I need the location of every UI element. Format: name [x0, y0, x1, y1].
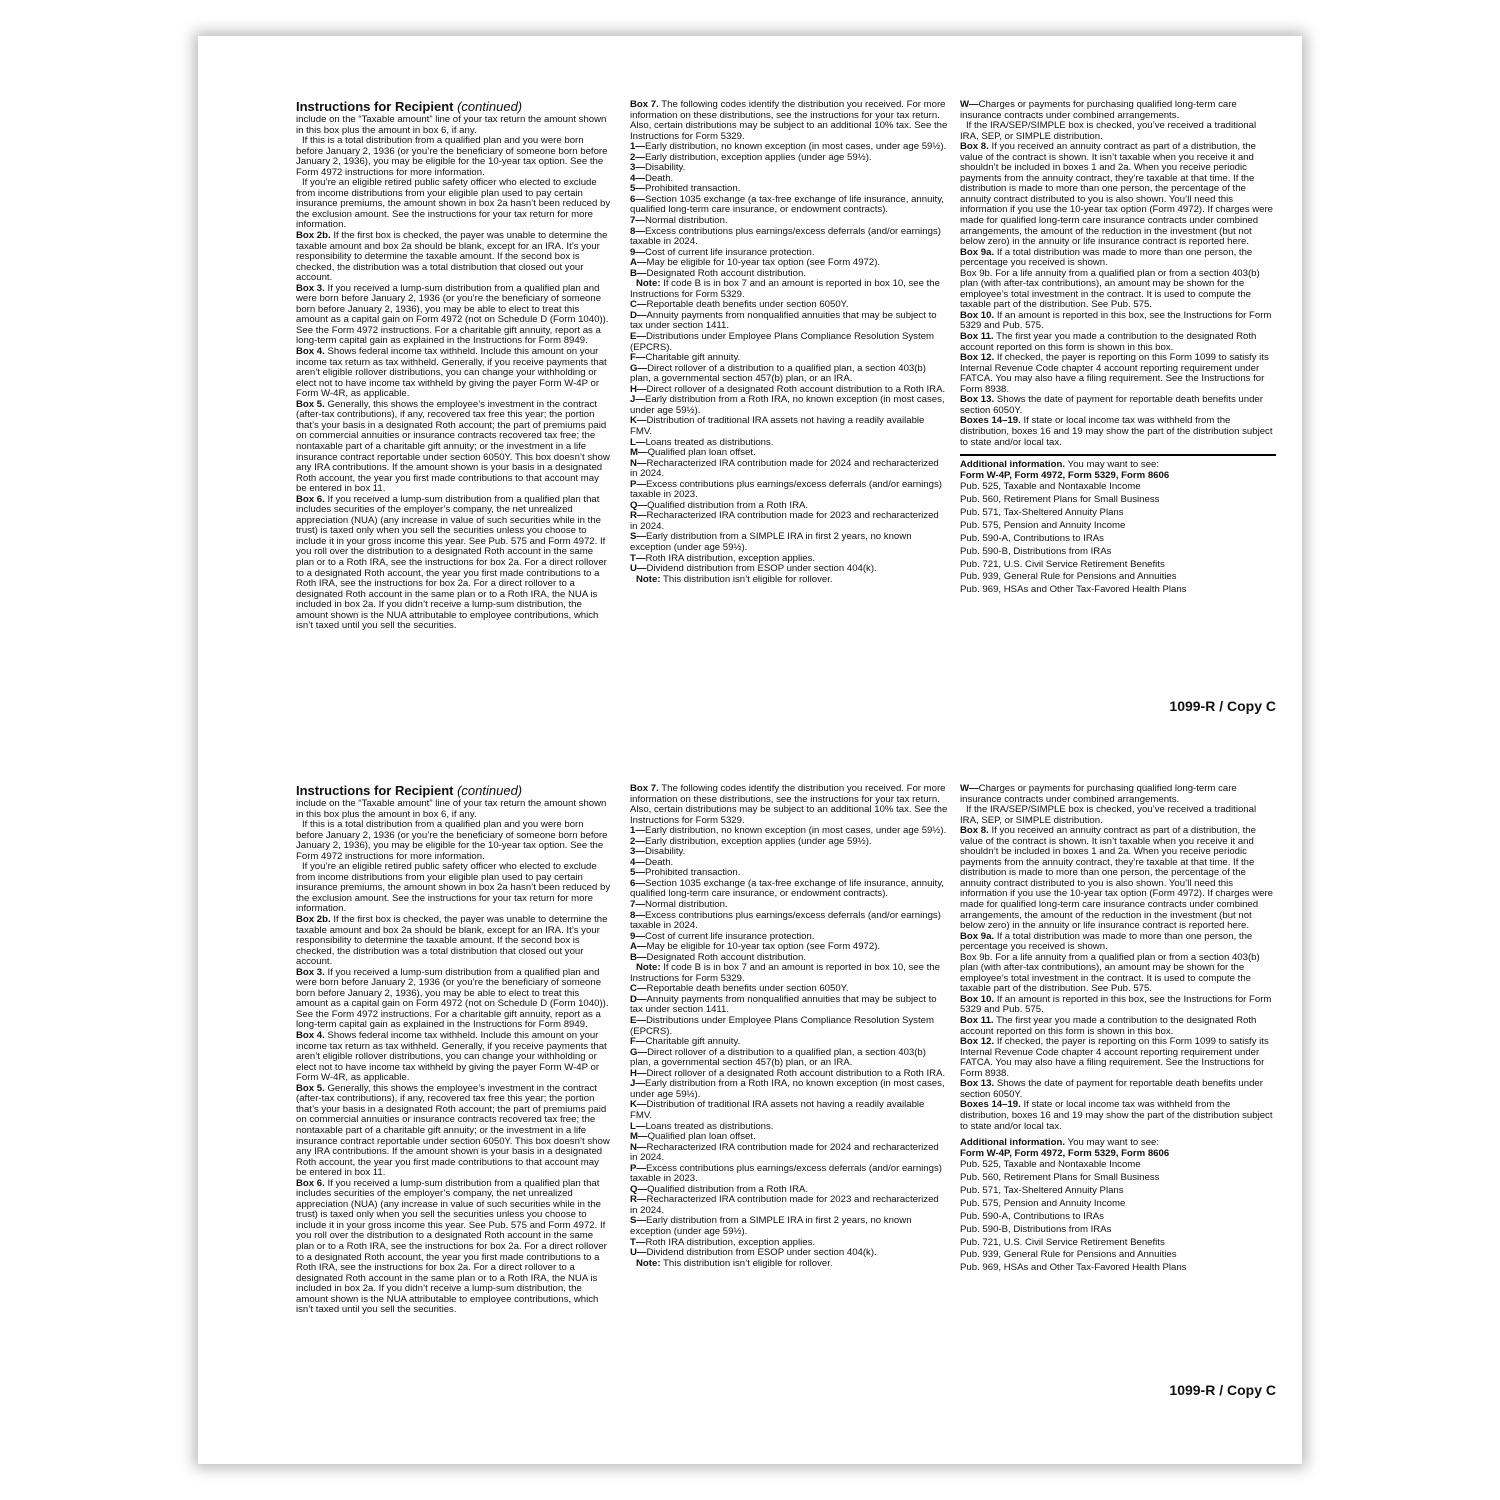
instruction-paragraph — [296, 799, 612, 820]
column-1-paragraphs — [296, 799, 612, 1316]
paragraph-text: May be eligible for 10-year tax option (see Form 4972). — [646, 257, 881, 269]
paragraph-label: W— — [960, 99, 979, 110]
paragraph-label: S— — [630, 1215, 646, 1227]
forms-list: Form W-4P, Form 4972, Form 5329, Form 8606 — [960, 469, 1170, 481]
paragraph-text: If an amount is reported in this box, see the Instructions for Form 5329 and Pub. 575. — [960, 993, 1272, 1016]
paragraph-text: If the first box is checked, the payer was unable to determine the taxable amount and box 2a should be blank, except for an IRA. It’s your responsibility to determine the taxable amount. If the second box is checked, the distribution was a total distribution that closed out your account. — [296, 230, 608, 284]
paragraph-label: G— — [630, 362, 648, 374]
paragraph-text: The first year you made a contribution to the designated Roth account reported on this form is shown in this box. — [960, 1015, 1257, 1037]
paragraph-label: 9— — [630, 930, 645, 942]
paragraph-text: Early distribution, exception applies (under age 59½). — [644, 151, 872, 163]
paragraph-label: Box 13. — [960, 1078, 995, 1090]
paragraph-label: 7— — [630, 215, 645, 227]
instruction-paragraph — [960, 416, 1276, 448]
paragraph-label: E— — [630, 331, 646, 343]
paragraph-text: Recharacterized IRA contribution made for 2023 and recharacterized in 2024. — [630, 1194, 939, 1216]
instruction-paragraph — [960, 805, 1276, 826]
paragraph-text: Qualified distribution from a Roth IRA. — [647, 499, 809, 511]
paragraph-label: M— — [630, 1131, 648, 1143]
instruction-paragraph — [960, 995, 1276, 1016]
paragraph-label: 2— — [630, 151, 645, 163]
paragraph-label: Box 10. — [960, 309, 995, 321]
paragraph-text: include on the “Taxable amount” line of your tax return the amount shown in this box plus the amount in box 6, if any. — [296, 798, 607, 820]
paragraph-label: 4— — [630, 856, 645, 868]
paragraph-label: Note: — [636, 1257, 661, 1269]
column-3 — [960, 100, 1276, 597]
paragraph-text: Designated Roth account distribution. — [646, 267, 806, 279]
paragraph-label: 5— — [630, 867, 645, 879]
paragraph-label: B— — [630, 267, 647, 279]
paragraph-text: If checked, the payer is reporting on this Form 1099 to satisfy its Internal Revenue Code chapter 4 account reporting requirement under FATCA. You may also have a filing requirement. See the Instructions for Form 8938. — [960, 352, 1269, 395]
paragraph-label: Box 13. — [960, 394, 995, 406]
paragraph-text: Direct rollover of a distribution to a qualified plan, a section 403(b) plan, a governmental section 457(b) plan, or an IRA. — [630, 1046, 926, 1069]
paragraph-label: 6— — [630, 193, 645, 205]
instruction-paragraph — [630, 911, 948, 932]
paragraph-text: Charges or payments for purchasing qualified long-term care insurance contracts under combined arrangements. — [960, 783, 1237, 805]
paragraph-label: Box 9a. — [960, 930, 995, 942]
instruction-paragraph — [630, 332, 948, 353]
paragraph-text: Early distribution, exception applies (under age 59½). — [644, 835, 872, 847]
paragraph-text: Shows federal income tax withheld. Include this amount on your income tax return as tax withheld. Generally, if you receive payments that aren’t eligible rollover distributions, you can change your withholding or elect not to have income tax withheld by giving the payer Form W-4P or Form W-4R, as applicable. — [296, 346, 607, 400]
instruction-paragraph — [630, 1100, 948, 1121]
paragraph-text: Reportable death benefits under section 6050Y. — [646, 299, 849, 311]
paragraph-label: T— — [630, 552, 646, 564]
publication-item: Pub. 575, Pension and Annuity Income — [960, 1197, 1126, 1209]
instruction-paragraph — [960, 395, 1276, 416]
paragraph-text: Early distribution from a SIMPLE IRA in first 2 years, no known exception (under age 59½). — [630, 531, 912, 553]
paragraph-text: Early distribution from a Roth IRA, no known exception (in most cases, under age 59½). — [630, 1078, 945, 1100]
instruction-paragraph — [960, 332, 1276, 353]
paragraph-text: Early distribution from a SIMPLE IRA in first 2 years, no known exception (under age 59½). — [630, 1215, 912, 1237]
paragraph-label: A— — [630, 941, 647, 953]
paragraph-label: 5— — [630, 183, 645, 195]
paragraph-label: Box 5. — [296, 1082, 325, 1094]
paragraph-label: C— — [630, 983, 647, 995]
paragraph-label: Box 10. — [960, 993, 995, 1005]
paragraph-label: P— — [630, 478, 646, 490]
additional-information — [960, 460, 1276, 597]
instruction-paragraph — [630, 879, 948, 900]
paragraph-text: This distribution isn’t eligible for rollover. — [663, 1257, 833, 1269]
paragraph-text: If you’re an eligible retired public safety officer who elected to exclude from income distributions from your eligible plan used to pay certain insurance premiums, the amount shown in box 2a hasn’t been reduced by the exclusion amount. See the instructions for your tax return for more information. — [296, 177, 611, 231]
paragraph-label: 8— — [630, 225, 645, 237]
paragraph-label: P— — [630, 1162, 646, 1174]
publication-item: Pub. 525, Taxable and Nontaxable Income — [960, 481, 1141, 493]
paragraph-text: Charges or payments for purchasing qualified long-term care insurance contracts under combined arrangements. — [960, 99, 1237, 121]
instruction-paragraph — [960, 1079, 1276, 1100]
instruction-paragraph — [296, 820, 612, 862]
publication-item: Pub. 590-B, Distributions from IRAs — [960, 545, 1112, 557]
instruction-paragraph — [296, 1179, 612, 1316]
paragraph-text: If you received an annuity contract as part of a distribution, the value of the contract is shown. It isn’t taxable when you receive it and shouldn’t be included in boxes 1 and 2a. When you receive periodic payments from the annuity contract, they’re taxable at that time. If the distribution is made to more than one person, the percentage of the annuity contract distributed to you is also shown. You’ll need this information if you use the 10-year tax option (Form 4972). If charges were made for qualified long-term care insurance contracts under combined arrangements, the amount of the reduction in the investment (but not below zero) in the annuity or life insurance contract is reported here. — [960, 141, 1274, 248]
paragraph-label: 4— — [630, 172, 645, 184]
publication-item: Pub. 969, HSAs and Other Tax-Favored Health Plans — [960, 584, 1187, 596]
paragraph-text: This distribution isn’t eligible for rollover. — [663, 573, 833, 585]
paragraph-text: If state or local income tax was withheld from the distribution, boxes 16 and 19 may show the part of the distribution subject to state and/or local tax. — [960, 1099, 1273, 1132]
instruction-paragraph — [296, 862, 612, 915]
paragraph-label: Box 11. — [960, 1015, 994, 1027]
publications-list — [960, 1159, 1276, 1275]
column-2 — [630, 784, 948, 1269]
column-1 — [296, 100, 612, 632]
paragraph-label: F— — [630, 352, 646, 364]
instruction-paragraph — [630, 311, 948, 332]
instruction-paragraph — [960, 826, 1276, 931]
paragraph-label: E— — [630, 1015, 646, 1027]
paragraph-text: Charitable gift annuity. — [645, 352, 741, 364]
paragraph-label: D— — [630, 309, 647, 321]
paragraph-text: Qualified plan loan offset. — [647, 1131, 756, 1143]
instruction-paragraph — [630, 395, 948, 416]
paragraph-text: If a total distribution was made to more than one person, the percentage you received is shown. — [960, 930, 1253, 953]
paragraph-label: R— — [630, 510, 647, 522]
instruction-paragraph — [960, 932, 1276, 953]
paragraph-label: 9— — [630, 246, 645, 258]
form-sheet — [198, 36, 1302, 1464]
paragraph-label: 1— — [630, 825, 645, 837]
paragraph-text: If the IRA/SEP/SIMPLE box is checked, you’ve received a traditional IRA, SEP, or SIMPLE distribution. — [960, 120, 1257, 142]
paragraph-text: Annuity payments from nonqualified annuities that may be subject to tax under section 1411. — [630, 993, 937, 1016]
paragraph-label: C— — [630, 299, 647, 311]
paragraph-text: Shows federal income tax withheld. Include this amount on your income tax return as tax withheld. Generally, if you receive payments that aren’t eligible rollover distributions, you can change your withholding or elect not to have income tax withheld by giving the payer Form W-4P or Form W-4R, as applicable. — [296, 1030, 607, 1084]
paragraph-label: Box 2b. — [296, 914, 331, 926]
publication-item: Pub. 939, General Rule for Pensions and Annuities — [960, 571, 1177, 583]
paragraph-text: If you received a lump-sum distribution from a qualified plan that includes securities of the employer’s company, the net unrealized appreciation (NUA) (any increase in value of such securities while in the trust) is taxed only when you sell the securities unless you choose to include it in your gross income this year. See Pub. 575 and Form 4972. If you roll over the distribution to a designated Roth account in the same plan or to a Roth IRA, see the instructions for box 2a. For a direct rollover to a designated Roth account, the year you first made contributions to a Roth IRA, see the instructions for box 2a. For a direct rollover to a designated Roth account in the same plan or to a Roth IRA, the NUA is included in box 2a. If you didn’t receive a lump-sum distribution, the amount shown is the NUA attributable to employee contributions, which isn’t taxed until you sell the securities. — [296, 1177, 607, 1316]
paragraph-text: Excess contributions plus earnings/excess deferrals (and/or earnings) taxable in 2024. — [630, 909, 941, 932]
instruction-paragraph — [630, 1259, 948, 1270]
instruction-paragraph — [960, 1100, 1276, 1132]
paragraph-label: Box 9a. — [960, 246, 995, 258]
instruction-paragraph — [630, 279, 948, 300]
paragraph-label: Q— — [630, 499, 648, 511]
paragraph-text: May be eligible for 10-year tax option (see Form 4972). — [646, 941, 881, 953]
paragraph-text: Generally, this shows the employee’s investment in the contract (after-tax contributions), if any, recovered tax free this year; the portion that’s your basis in a designated Roth account; the part of premiums paid on commercial annuities or insurance contracts recovered tax free; the nontaxable part of a charitable gift annuity; or the investment in a life insurance contract reportable under section 6050Y. This box doesn’t show any IRA contributions. If the amount shown is your basis in a designated Roth account, the year you first made contributions to that account may be entered in box 11. — [296, 1082, 610, 1179]
paragraph-text: If this is a total distribution from a qualified plan and you were born before January 2, 1936 (or you’re the beneficiary of someone born before January 2, 1936), you may be eligible for the 10-year tax option. See the Form 4972 instructions for more information. — [296, 819, 608, 862]
paragraph-text: Prohibited transaction. — [644, 183, 741, 195]
paragraph-text: Roth IRA distribution, exception applies. — [645, 1236, 816, 1248]
paragraph-text: Early distribution from a Roth IRA, no known exception (in most cases, under age 59½). — [630, 394, 945, 416]
instruction-paragraph — [630, 784, 948, 826]
publication-item: Pub. 560, Retirement Plans for Small Business — [960, 1172, 1160, 1184]
paragraph-text: Qualified plan loan offset. — [647, 447, 756, 459]
instruction-paragraph — [296, 1084, 612, 1179]
paragraph-label: S— — [630, 531, 646, 543]
paragraph-label: H— — [630, 1067, 647, 1079]
paragraph-text: If you received a lump-sum distribution from a qualified plan that includes securities of the employer’s company, the net unrealized appreciation (NUA) (any increase in value of such securities while in the trust) is taxed only when you sell the securities unless you choose to include it in your gross income this year. See Pub. 575 and Form 4972. If you roll over the distribution to a designated Roth account in the same plan or to a Roth IRA, see the instructions for box 2a. For a direct rollover to a designated Roth account, the year you first made contributions to a Roth IRA, see the instructions for box 2a. For a direct rollover to a designated Roth account in the same plan or to a Roth IRA, the NUA is included in box 2a. If you didn’t receive a lump-sum distribution, the amount shown is the NUA attributable to employee contributions, which isn’t taxed until you sell the securities. — [296, 493, 607, 632]
paragraph-label: F— — [630, 1036, 646, 1048]
paragraph-text: Shows the date of payment for reportable death benefits under section 6050Y. — [960, 394, 1263, 416]
column-1-paragraphs — [296, 115, 612, 632]
paragraph-label: B— — [630, 951, 647, 963]
column-2-paragraphs — [630, 100, 948, 585]
instruction-paragraph — [630, 532, 948, 553]
instruction-paragraph — [296, 1031, 612, 1084]
paragraph-label: Box 11. — [960, 331, 994, 343]
paragraph-label: 2— — [630, 835, 645, 847]
publication-item: Pub. 571, Tax-Sheltered Annuity Plans — [960, 1184, 1124, 1196]
paragraph-text: Shows the date of payment for reportable death benefits under section 6050Y. — [960, 1078, 1263, 1100]
paragraph-text: Section 1035 exchange (a tax-free exchange of life insurance, annuity, qualified long-term care insurance, or endowment contracts). — [630, 877, 944, 900]
column-3-paragraphs — [960, 784, 1276, 1132]
paragraph-label: N— — [630, 1141, 647, 1153]
copy-label: 1099-R / Copy C — [1169, 1382, 1276, 1398]
copy-top — [296, 100, 1276, 730]
paragraph-text: If an amount is reported in this box, see the Instructions for Form 5329 and Pub. 575. — [960, 309, 1272, 332]
paragraph-label: Box 8. — [960, 141, 989, 153]
additional-information — [960, 1138, 1276, 1275]
instruction-paragraph — [960, 1016, 1276, 1037]
paragraph-text: Charitable gift annuity. — [645, 1036, 741, 1048]
paragraph-text: Early distribution, no known exception (in most cases, under age 59½). — [644, 825, 947, 837]
paragraph-label: 8— — [630, 909, 645, 921]
instruction-paragraph — [630, 1048, 948, 1069]
paragraph-text: The first year you made a contribution to the designated Roth account reported on this form is shown in this box. — [960, 331, 1257, 353]
paragraph-label: K— — [630, 415, 647, 427]
paragraph-label: D— — [630, 993, 647, 1005]
instruction-paragraph — [630, 480, 948, 501]
instruction-paragraph — [296, 178, 612, 231]
instruction-paragraph — [630, 1079, 948, 1100]
instruction-paragraph — [630, 995, 948, 1016]
paragraph-text: If you received a lump-sum distribution from a qualified plan and were born before January 2, 1936 (or you’re the beneficiary of someone born before January 2, 1936), you may be able to elect to treat this amount as a capital gain on Form 4972 (not on Schedule D (Form 1040)). See the Form 4972 instructions. For a charitable gift annuity, report as a long-term capital gain as explained in the Instructions for Form 8949. — [296, 966, 609, 1031]
paragraph-label: M— — [630, 447, 648, 459]
column-3 — [960, 784, 1276, 1275]
paragraph-text: Prohibited transaction. — [644, 867, 741, 879]
paragraph-label: A— — [630, 257, 647, 269]
paragraph-label: K— — [630, 1099, 647, 1111]
paragraph-label: Box 6. — [296, 1177, 325, 1189]
paragraph-label: Box 6. — [296, 493, 325, 505]
instruction-paragraph — [630, 963, 948, 984]
instruction-paragraph — [960, 269, 1276, 311]
paragraph-text: Normal distribution. — [644, 899, 728, 911]
instruction-paragraph — [296, 115, 612, 136]
instruction-paragraph — [960, 100, 1276, 121]
paragraph-text: Direct rollover of a distribution to a qualified plan, a section 403(b) plan, a governmental section 457(b) plan, or an IRA. — [630, 362, 926, 385]
paragraph-text: Recharacterized IRA contribution made for 2023 and recharacterized in 2024. — [630, 510, 939, 532]
paragraph-text: Disability. — [644, 162, 686, 174]
column-1 — [296, 784, 612, 1316]
paragraph-text: Normal distribution. — [644, 215, 728, 227]
instruction-paragraph — [630, 847, 948, 858]
publication-item: Pub. 575, Pension and Annuity Income — [960, 519, 1126, 531]
paragraph-label: L— — [630, 1120, 646, 1132]
additional-info-heading: Additional information. You may want to see: — [960, 1137, 1160, 1149]
paragraph-text: Section 1035 exchange (a tax-free exchange of life insurance, annuity, qualified long-term care insurance, or endowment contracts). — [630, 193, 944, 216]
paragraph-text: Death. — [644, 172, 674, 184]
paragraph-text: The following codes identify the distribution you received. For more information on these distributions, see the instructions for your tax return. Also, certain distributions may be subject to an additional 10% tax. See the Instructions for Form 5329. — [630, 783, 948, 826]
paragraph-label: Box 8. — [960, 825, 989, 837]
paragraph-text: If the IRA/SEP/SIMPLE box is checked, you’ve received a traditional IRA, SEP, or SIMPLE distribution. — [960, 804, 1257, 826]
paragraph-text: Qualified distribution from a Roth IRA. — [647, 1183, 809, 1195]
paragraph-text: Dividend distribution from ESOP under section 404(k). — [646, 1247, 877, 1259]
instruction-paragraph — [296, 347, 612, 400]
publication-item: Pub. 721, U.S. Civil Service Retirement Benefits — [960, 1236, 1165, 1248]
instruction-paragraph — [960, 1037, 1276, 1079]
forms-list: Form W-4P, Form 4972, Form 5329, Form 8606 — [960, 1147, 1170, 1159]
instruction-paragraph — [960, 784, 1276, 805]
publication-item: Pub. 590-A, Contributions to IRAs — [960, 1210, 1104, 1222]
publication-item: Pub. 969, HSAs and Other Tax-Favored Health Plans — [960, 1262, 1187, 1274]
paragraph-label: Box 7. — [630, 783, 659, 794]
publication-item: Pub. 560, Retirement Plans for Small Business — [960, 494, 1160, 506]
publications-list — [960, 481, 1276, 597]
publication-item: Pub. 590-A, Contributions to IRAs — [960, 532, 1104, 544]
paragraph-label: 1— — [630, 141, 645, 153]
paragraph-label: 6— — [630, 877, 645, 889]
paragraph-text: If you’re an eligible retired public safety officer who elected to exclude from income distributions from your eligible plan used to pay certain insurance premiums, the amount shown in box 2a hasn’t been reduced by the exclusion amount. See the instructions for your tax return for more information. — [296, 861, 611, 915]
paragraph-text: Distributions under Employee Plans Compliance Resolution System (EPCRS). — [630, 331, 934, 353]
instruction-paragraph — [960, 248, 1276, 269]
paragraph-text: Recharacterized IRA contribution made for 2024 and recharacterized in 2024. — [630, 1141, 939, 1164]
copy-bottom — [296, 784, 1276, 1414]
publication-item: Pub. 939, General Rule for Pensions and Annuities — [960, 1249, 1177, 1261]
paragraph-text: Reportable death benefits under section 6050Y. — [646, 983, 849, 995]
paragraph-text: Cost of current life insurance protection. — [644, 930, 815, 942]
paragraph-label: W— — [960, 783, 979, 794]
paragraph-text: Distribution of traditional IRA assets not having a readily available FMV. — [630, 1099, 925, 1121]
instruction-paragraph — [630, 227, 948, 248]
paragraph-label: J— — [630, 394, 645, 406]
paragraph-text: Recharacterized IRA contribution made for 2024 and recharacterized in 2024. — [630, 457, 939, 480]
paragraph-label: Box 12. — [960, 352, 995, 364]
paragraph-text: include on the “Taxable amount” line of your tax return the amount shown in this box plus the amount in box 6, if any. — [296, 114, 607, 136]
instruction-paragraph — [296, 231, 612, 284]
instructions-title: Instructions for Recipient (continued) — [296, 783, 523, 798]
publication-item: Pub. 571, Tax-Sheltered Annuity Plans — [960, 506, 1124, 518]
paragraph-text: If you received an annuity contract as part of a distribution, the value of the contract is shown. It isn’t taxable when you receive it and shouldn’t be included in boxes 1 and 2a. When you receive periodic payments from the annuity contract, they’re taxable at that time. If the distribution is made to more than one person, the percentage of the annuity contract distributed to you is also shown. You’ll need this information if you use the 10-year tax option (Form 4972). If charges were made for qualified long-term care insurance contracts under combined arrangements, the amount of the reduction in the investment (but not below zero) in the annuity or life insurance contract is reported here. — [960, 825, 1274, 932]
instruction-paragraph — [296, 915, 612, 968]
instruction-paragraph — [630, 575, 948, 586]
instruction-paragraph — [630, 511, 948, 532]
paragraph-label: R— — [630, 1194, 647, 1206]
paragraph-label: 3— — [630, 162, 645, 174]
paragraph-text: Box 9b. For a life annuity from a qualified plan or from a section 403(b) plan (with after-tax contributions), an amount may be shown for the employee’s total investment in the contract. It is used to compute the taxable part of the distribution. See Pub. 575. — [960, 951, 1260, 995]
instruction-paragraph — [630, 1216, 948, 1237]
paragraph-text: Loans treated as distributions. — [645, 1120, 774, 1132]
paragraph-text: Generally, this shows the employee’s investment in the contract (after-tax contributions), if any, recovered tax free this year; the portion that’s your basis in a designated Roth account; the part of premiums paid on commercial annuities or insurance contracts recovered tax free; the nontaxable part of a charitable gift annuity; or the investment in a life insurance contract reportable under section 6050Y. This box doesn’t show any IRA contributions. If the amount shown is your basis in a designated Roth account, the year you first made contributions to that account may be entered in box 11. — [296, 398, 610, 495]
paragraph-text: If code B is in box 7 and an amount is reported in box 10, see the Instructions for Form 5329. — [630, 962, 940, 984]
paragraph-text: Excess contributions plus earnings/excess deferrals (and/or earnings) taxable in 2023. — [630, 478, 942, 501]
paragraph-label: N— — [630, 457, 647, 469]
instruction-paragraph — [960, 311, 1276, 332]
instruction-paragraph — [630, 163, 948, 174]
paragraph-label: 3— — [630, 846, 645, 858]
paragraph-label: J— — [630, 1078, 645, 1090]
additional-info-heading: Additional information. You may want to see: — [960, 459, 1160, 471]
paragraph-label: 7— — [630, 899, 645, 911]
instruction-paragraph — [630, 1016, 948, 1037]
column-2 — [630, 100, 948, 585]
paragraph-text: Designated Roth account distribution. — [646, 951, 806, 963]
column-3-paragraphs — [960, 100, 1276, 448]
paragraph-label: Box 3. — [296, 282, 325, 294]
paragraph-text: If the first box is checked, the payer was unable to determine the taxable amount and box 2a should be blank, except for an IRA. It’s your responsibility to determine the taxable amount. If the second box is checked, the distribution was a total distribution that closed out your account. — [296, 914, 608, 968]
paragraph-text: If a total distribution was made to more than one person, the percentage you received is shown. — [960, 246, 1253, 269]
paragraph-label: Box 2b. — [296, 230, 331, 242]
paragraph-text: Cost of current life insurance protection. — [644, 246, 815, 258]
paragraph-label: T— — [630, 1236, 646, 1248]
paragraph-text: If checked, the payer is reporting on this Form 1099 to satisfy its Internal Revenue Code chapter 4 account reporting requirement under FATCA. You may also have a filing requirement. See the Instructions for Form 8938. — [960, 1036, 1269, 1079]
paragraph-label: Box 12. — [960, 1036, 995, 1048]
paragraph-text: Annuity payments from nonqualified annuities that may be subject to tax under section 1411. — [630, 309, 937, 332]
instruction-paragraph — [630, 1164, 948, 1185]
paragraph-text: Distributions under Employee Plans Compliance Resolution System (EPCRS). — [630, 1015, 934, 1037]
paragraph-label: Note: — [636, 573, 661, 585]
paragraph-label: U— — [630, 1247, 647, 1259]
paragraph-label: Note: — [636, 278, 661, 290]
instructions-title: Instructions for Recipient (continued) — [296, 99, 523, 114]
instruction-paragraph — [296, 968, 612, 1031]
instruction-paragraph — [960, 953, 1276, 995]
paragraph-label: Boxes 14–19. — [960, 1099, 1021, 1111]
paragraph-label: Note: — [636, 962, 661, 974]
instruction-paragraph — [296, 284, 612, 347]
paragraph-label: G— — [630, 1046, 648, 1058]
paragraph-text: The following codes identify the distribution you received. For more information on these distributions, see the instructions for your tax return. Also, certain distributions may be subject to an additional 10% tax. See the Instructions for Form 5329. — [630, 99, 948, 142]
paragraph-text: Excess contributions plus earnings/excess deferrals (and/or earnings) taxable in 2023. — [630, 1162, 942, 1185]
instruction-paragraph — [630, 1143, 948, 1164]
instruction-paragraph — [630, 459, 948, 480]
instruction-paragraph — [960, 121, 1276, 142]
paragraph-text: Box 9b. For a life annuity from a qualified plan or from a section 403(b) plan (with after-tax contributions), an amount may be shown for the employee’s total investment in the contract. It is used to compute the taxable part of the distribution. See Pub. 575. — [960, 267, 1260, 311]
paragraph-text: Early distribution, no known exception (in most cases, under age 59½). — [644, 141, 947, 153]
paragraph-text: Excess contributions plus earnings/excess deferrals (and/or earnings) taxable in 2024. — [630, 225, 941, 248]
instruction-paragraph — [296, 400, 612, 495]
section-divider — [960, 454, 1276, 456]
instruction-paragraph — [296, 495, 612, 632]
paragraph-label: Box 5. — [296, 398, 325, 410]
paragraph-text: Direct rollover of a designated Roth account distribution to a Roth IRA. — [646, 383, 946, 395]
publication-item: Pub. 590-B, Distributions from IRAs — [960, 1223, 1112, 1235]
paragraph-text: Roth IRA distribution, exception applies. — [645, 552, 816, 564]
instruction-paragraph — [630, 100, 948, 142]
paragraph-text: Disability. — [644, 846, 686, 858]
paragraph-label: H— — [630, 383, 647, 395]
column-2-paragraphs — [630, 784, 948, 1269]
paragraph-text: Distribution of traditional IRA assets not having a readily available FMV. — [630, 415, 925, 437]
paragraph-label: Boxes 14–19. — [960, 415, 1021, 427]
paragraph-text: Loans treated as distributions. — [645, 436, 774, 448]
paragraph-text: If state or local income tax was withheld from the distribution, boxes 16 and 19 may show the part of the distribution subject to state and/or local tax. — [960, 415, 1273, 448]
publication-item: Pub. 721, U.S. Civil Service Retirement Benefits — [960, 558, 1165, 570]
paragraph-label: U— — [630, 563, 647, 575]
paragraph-label: L— — [630, 436, 646, 448]
paragraph-text: If you received a lump-sum distribution from a qualified plan and were born before January 2, 1936 (or you’re the beneficiary of someone born before January 2, 1936), you may be able to elect to treat this amount as a capital gain on Form 4972 (not on Schedule D (Form 1040)). See the Form 4972 instructions. For a charitable gift annuity, report as a long-term capital gain as explained in the Instructions for Form 8949. — [296, 282, 609, 347]
instruction-paragraph — [960, 142, 1276, 247]
paragraph-label: Box 4. — [296, 346, 325, 358]
instruction-paragraph — [960, 353, 1276, 395]
publication-item: Pub. 525, Taxable and Nontaxable Income — [960, 1159, 1141, 1171]
instruction-paragraph — [630, 195, 948, 216]
instruction-paragraph — [630, 364, 948, 385]
paragraph-label: Box 7. — [630, 99, 659, 110]
paragraph-text: Death. — [644, 856, 674, 868]
paragraph-text: If code B is in box 7 and an amount is reported in box 10, see the Instructions for Form 5329. — [630, 278, 940, 300]
paragraph-text: If this is a total distribution from a qualified plan and you were born before January 2, 1936 (or you’re the beneficiary of someone born before January 2, 1936), you may be eligible for the 10-year tax option. See the Form 4972 instructions for more information. — [296, 135, 608, 178]
instruction-paragraph — [296, 136, 612, 178]
instruction-paragraph — [630, 416, 948, 437]
paragraph-label: Box 4. — [296, 1030, 325, 1042]
paragraph-label: Box 3. — [296, 966, 325, 978]
copy-label: 1099-R / Copy C — [1169, 698, 1276, 714]
instruction-paragraph — [630, 1195, 948, 1216]
paragraph-label: Q— — [630, 1183, 648, 1195]
paragraph-text: Direct rollover of a designated Roth account distribution to a Roth IRA. — [646, 1067, 946, 1079]
paragraph-text: Dividend distribution from ESOP under section 404(k). — [646, 563, 877, 575]
